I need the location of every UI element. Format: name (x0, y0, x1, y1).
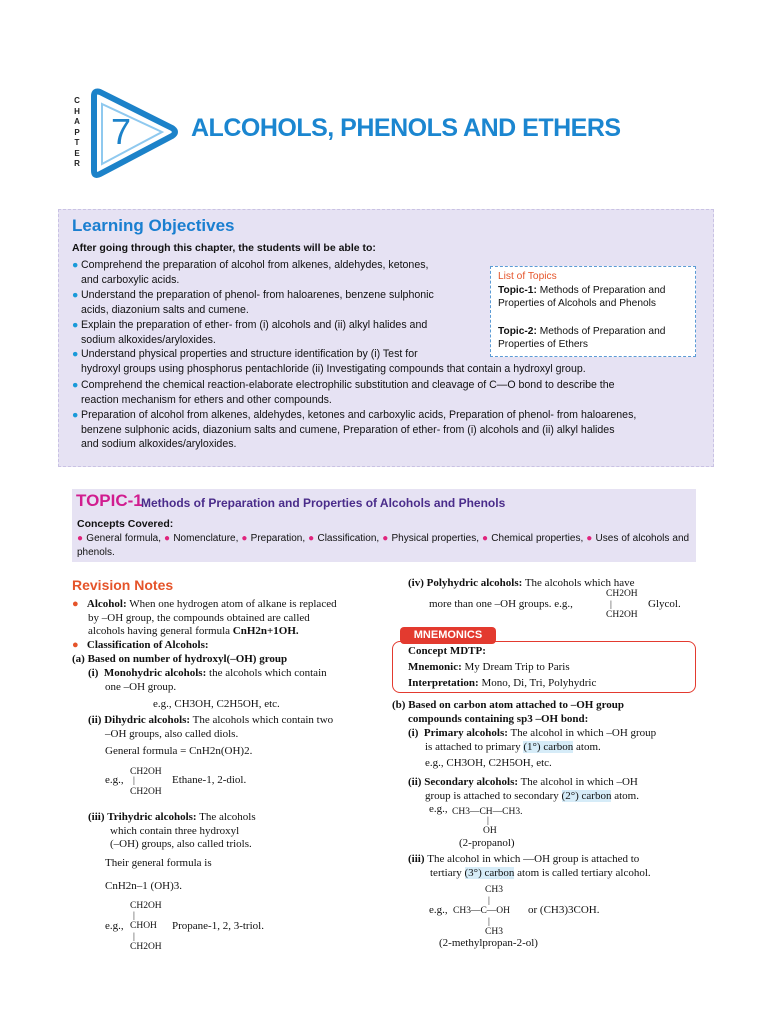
topic-entry: Topic-1: Methods of Preparation and Properties of Alcohols and Phenols (498, 284, 666, 310)
secondary-example-name: (2-propanol) (459, 837, 515, 849)
classification-a: (a) Based on number of hydroxyl(–OH) group (72, 653, 288, 665)
topic-1-name: Methods of Preparation and Properties of Alcohols and Phenols (141, 496, 506, 510)
bond-line: | (487, 816, 489, 826)
mnemonic-line: Mnemonic: My Dream Trip to Paris (408, 661, 570, 673)
polyhydric-text: more than one –OH groups. e.g., (429, 598, 573, 610)
tertiary-eg-prefix: e.g., (429, 904, 448, 916)
chapter-title: ALCOHOLS, PHENOLS AND ETHERS (191, 114, 621, 142)
mnemonics-tag: MNEMONICS (400, 627, 496, 644)
objective-item: ● Understand the preparation of phenol- from haloarenes, benzene sulphonic acids, diazonium salts and cumene. (72, 289, 434, 316)
mnemonic-concept: Concept MDTP: (408, 645, 486, 657)
trihydric-item: (iii) Trihydric alcohols: The alcohols which contain three hydroxyl (–OH) groups, also called triols. (88, 811, 256, 850)
dihydric-structure-top: CH2OH (130, 767, 162, 777)
objective-item: ● Preparation of alcohol from alkenes, aldehydes, ketones and carboxylic acids, Preparation of phenol- from haloarenes, benzene sulphonic acids, diazonium salts and cumene, Preparation of ether- from (i) alcohols and (ii) alkyl halides and sodium alkoxides/aryloxides. (72, 409, 637, 450)
dihydric-general-formula: General formula = CnH2n(OH)2. (105, 745, 253, 757)
trihydric-structure-c2: CHOH (130, 921, 157, 931)
concepts-covered-list: ● General formula, ● Nomenclature, ● Preparation, ● Classification, ● Physical properties, ● Chemical properties, ● Uses of alcohols and phenols. (77, 533, 690, 558)
bond-line: | (133, 911, 135, 921)
classification-heading: ● Classification of Alcohols: (72, 639, 209, 651)
classification-b: (b) Based on carbon atom attached to –OH group compounds containing sp3 –OH bond: (392, 699, 625, 725)
tertiary-structure-bottom: CH3 (485, 927, 503, 937)
trihydric-formula-intro: Their general formula is (105, 857, 212, 869)
tertiary-alt-formula: or (CH3)3COH. (528, 904, 600, 916)
list-of-topics-box (490, 266, 696, 357)
trihydric-example-name: Propane-1, 2, 3-triol. (172, 920, 264, 932)
monohydric-item: (i) Monohydric alcohols: the alcohols which contain one –OH group. (88, 667, 327, 693)
dihydric-item: (ii) Dihydric alcohols: The alcohols which contain two –OH groups, also called diols. (88, 714, 334, 740)
learning-objectives-title: Learning Objectives (72, 216, 235, 235)
alcohol-general-formula: CnH2n+1OH. (232, 625, 299, 637)
mnemonic-interpretation: Interpretation: Mono, Di, Tri, Polyhydric (408, 677, 597, 689)
alcohol-definition: ● Alcohol: When one hydrogen atom of alkane is replaced by –OH group, the compounds obtained are called alcohols having general formula CnH2n+1OH. (72, 598, 337, 637)
concepts-covered-heading: Concepts Covered: (77, 518, 174, 530)
trihydric-eg-prefix: e.g., (105, 920, 124, 932)
objective-item: ● Comprehend the chemical reaction-elaborate electrophilic substitution and cleavage of C—O bond to describe the reaction mechanism for ethers and other compounds. (72, 379, 615, 406)
glycol-structure-bottom: CH2OH (606, 610, 638, 620)
objective-item: ● Comprehend the preparation of alcohol from alkenes, aldehydes, ketones, and carboxylic acids. (72, 259, 429, 286)
trihydric-general-formula: CnH2n–1 (OH)3. (105, 880, 182, 892)
primary-alcohol-item: (i) Primary alcohols: The alcohol in which –OH group is attached to primary (1°) carbon atom. (408, 727, 657, 753)
dihydric-eg-prefix: e.g., (105, 774, 124, 786)
bond-line: | (610, 600, 612, 610)
chapter-number: 7 (110, 111, 132, 152)
secondary-oh: OH (483, 826, 497, 836)
primary-example: e.g., CH3OH, C2H5OH, etc. (425, 757, 552, 769)
glycol-structure-top: CH2OH (606, 589, 638, 599)
tertiary-structure-mid: CH3—C—OH (453, 906, 511, 916)
glycol-name: Glycol. (648, 598, 681, 610)
dihydric-example-name: Ethane-1, 2-diol. (172, 774, 247, 786)
monohydric-example: e.g., CH3OH, C2H5OH, etc. (153, 698, 280, 710)
secondary-structure: CH3—CH—CH3. (452, 807, 523, 817)
topic-entry: Topic-2: Methods of Preparation and Properties of Ethers (498, 325, 666, 351)
tertiary-structure-top: CH3 (485, 885, 503, 895)
objective-item: ● Explain the preparation of ether- from (i) alcohols and (ii) alkyl halides and sodium alkoxides/aryloxides. (72, 319, 428, 346)
learning-objectives-intro: After going through this chapter, the students will be able to: (72, 242, 376, 254)
secondary-eg-prefix: e.g., (429, 803, 448, 815)
polyhydric-item: (iv) Polyhydric alcohols: The alcohols which have (408, 577, 635, 589)
trihydric-structure-c3: CH2OH (130, 942, 162, 952)
topic-1-label: TOPIC-1 (76, 491, 143, 510)
bond-line: | (133, 776, 135, 786)
bond-line: | (488, 917, 490, 927)
objective-item: ● Understand physical properties and structure identification by (i) Test for hydroxyl groups using phosphorus pentachloride (ii) Investigating compounds that contain a hydroxyl group. (72, 348, 586, 375)
tertiary-alcohol-item: (iii) The alcohol in which —OH group is attached to tertiary (3°) carbon atom is called tertiary alcohol. (408, 853, 651, 879)
bond-line: | (488, 896, 490, 906)
bond-line: | (133, 932, 135, 942)
chapter-vertical-label: C H A P T E R (74, 96, 80, 168)
list-of-topics-heading: List of Topics (498, 271, 557, 282)
tertiary-example-name: (2-methylpropan-2-ol) (439, 937, 538, 949)
dihydric-structure-bottom: CH2OH (130, 787, 162, 797)
revision-notes-title: Revision Notes (72, 577, 174, 593)
secondary-alcohol-item: (ii) Secondary alcohols: The alcohol in which –OH group is attached to secondary (2°) carbon atom. (408, 776, 639, 802)
trihydric-structure-c1: CH2OH (130, 901, 162, 911)
